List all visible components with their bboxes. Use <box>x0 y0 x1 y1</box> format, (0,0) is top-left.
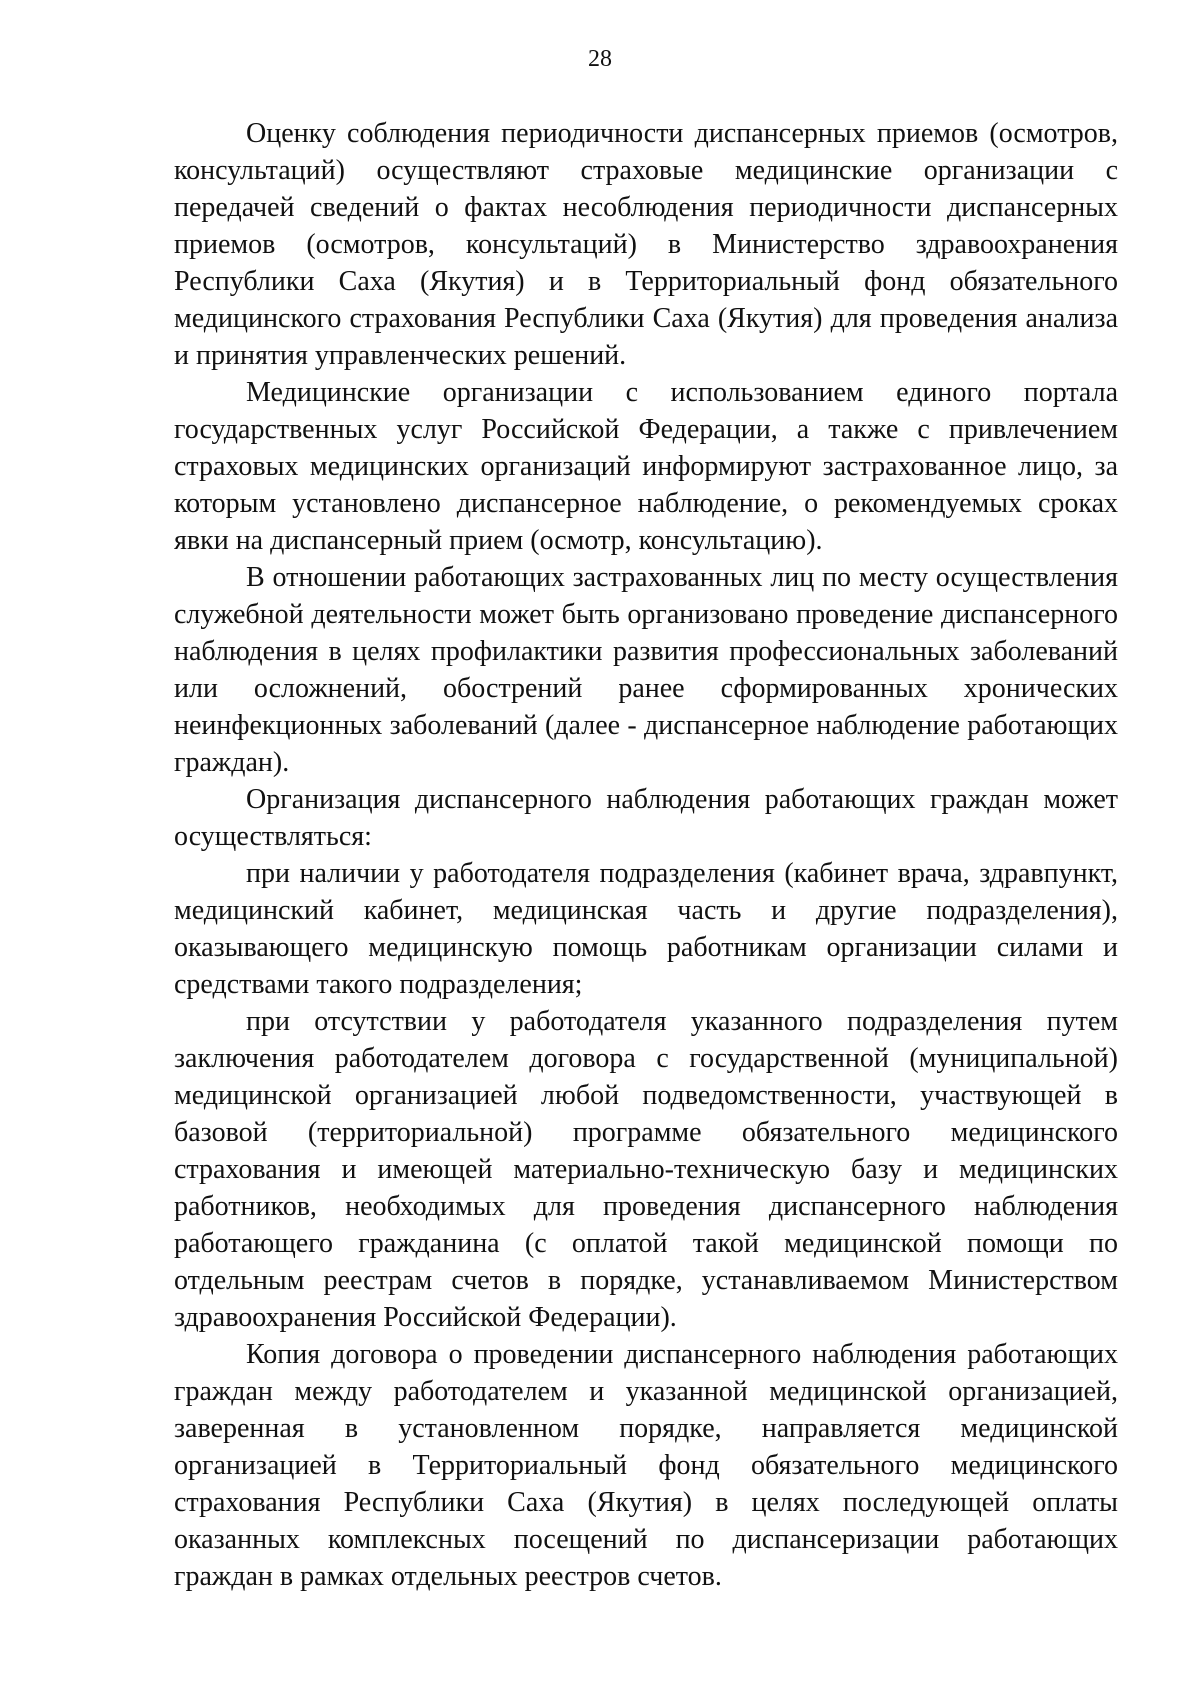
paragraph-7: Копия договора о проведении диспансерного наблюдения работающих граждан между работодателем и указанной медицинской организацией, заверенная в установленном порядке, направляется медицинской организацией в Территориальный фонд обязательного медицинского страхования Республики Саха (Якутия) в целях последующей оплаты оказанных комплексных посещений по диспансеризации работающих граждан в рамках отдельных реестров счетов. <box>174 1339 1118 1592</box>
paragraph-2: Медицинские организации с использованием единого портала государственных услуг Российской Федерации, а также с привлечением страховых медицинских организаций информируют застрахованное лицо, за которым установлено диспансерное наблюдение, о рекомендуемых сроках явки на диспансерный прием (осмотр, консультацию). <box>174 377 1118 556</box>
paragraph-5: при наличии у работодателя подразделения (кабинет врача, здравпункт, медицинский кабинет, медицинская часть и другие подразделения), оказывающего медицинскую помощь работникам организации силами и средствами такого подразделения; <box>174 858 1118 1000</box>
document-body <box>174 115 1118 1595</box>
paragraph-4: Организация диспансерного наблюдения работающих граждан может осуществляться: <box>174 784 1118 852</box>
paragraph-1: Оценку соблюдения периодичности диспансерных приемов (осмотров, консультаций) осуществляют страховые медицинские организации с передачей сведений о фактах несоблюдения периодичности диспансерных приемов (осмотров, консультаций) в Министерство здравоохранения Республики Саха (Якутия) и в Территориальный фонд обязательного медицинского страхования Республики Саха (Якутия) для проведения анализа и принятия управленческих решений. <box>174 118 1118 371</box>
paragraph-6: при отсутствии у работодателя указанного подразделения путем заключения работодателем договора с государственной (муниципальной) медицинской организацией любой подведомственности, участвующей в базовой (территориальной) программе обязательного медицинского страхования и имеющей материально-техническую базу и медицинских работников, необходимых для проведения диспансерного наблюдения работающего гражданина (с оплатой такой медицинской помощи по отдельным реестрам счетов в порядке, устанавливаемом Министерством здравоохранения Российской Федерации). <box>174 1006 1118 1333</box>
paragraph-3: В отношении работающих застрахованных лиц по месту осуществления служебной деятельности может быть организовано проведение диспансерного наблюдения в целях профилактики развития профессиональных заболеваний или осложнений, обострений ранее сформированных хронических неинфекционных заболеваний (далее - диспансерное наблюдение работающих граждан). <box>174 562 1118 778</box>
page-number: 28 <box>588 46 612 72</box>
